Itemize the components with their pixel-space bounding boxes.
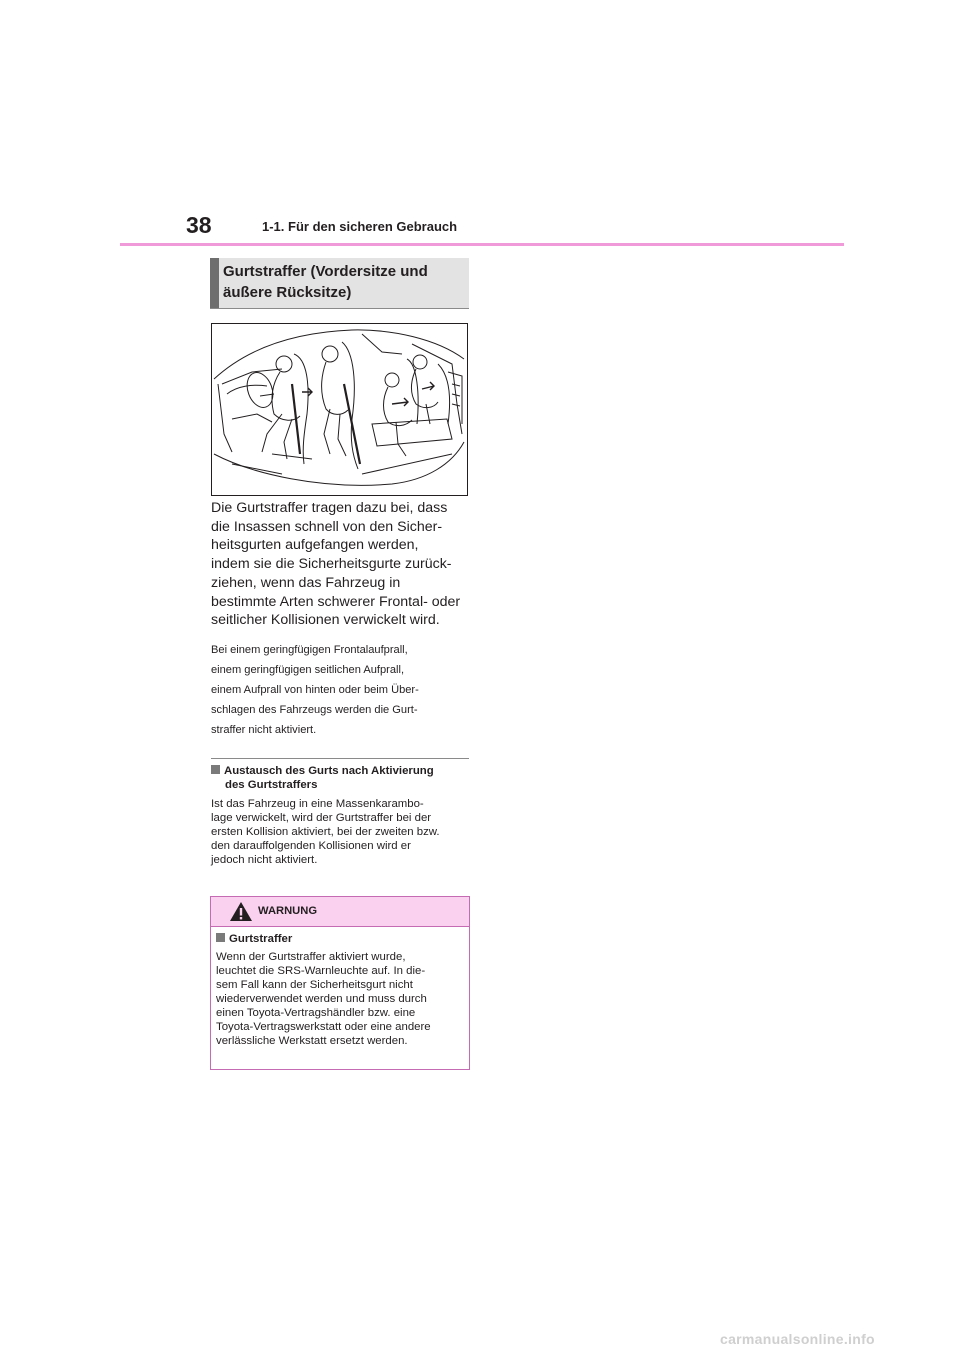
subsection-line: jedoch nicht aktiviert. — [211, 854, 318, 866]
subsection-line: Ist das Fahrzeug in eine Massenkarambo- — [211, 798, 424, 810]
warning-body — [216, 932, 468, 1048]
watermark: carmanualsonline.info — [720, 1331, 875, 1347]
section-heading-box — [210, 258, 469, 309]
lead-paragraph — [211, 499, 473, 630]
lead-line: ziehen, wenn das Fahrzeug in — [211, 574, 401, 591]
section-title-line: Gurtstraffer (Vordersitze und — [223, 263, 428, 280]
chapter-title: 1-1. Für den sicheren Gebrauch — [262, 219, 458, 234]
note-paragraph — [211, 640, 473, 740]
note-line: einem Aufprall von hinten oder beim Über- — [211, 684, 419, 696]
subsection-heading — [211, 764, 473, 792]
note-line: straffer nicht aktiviert. — [211, 724, 317, 736]
subsection-line: ersten Kollision aktiviert, bei der zweiten bzw. — [211, 826, 440, 838]
section-title-line: äußere Rücksitze) — [223, 284, 352, 301]
warning-heading: Gurtstraffer — [229, 933, 293, 945]
lead-line: heitsgurten aufgefangen werden, — [211, 537, 419, 554]
lead-line: seitlicher Kollisionen verwickelt wird. — [211, 612, 440, 629]
section-heading-bar — [210, 258, 219, 308]
car-interior-drawing — [212, 324, 467, 495]
seat-belt-pretensioner-illustration — [211, 323, 468, 496]
subsection-divider — [211, 758, 469, 759]
subsection-line: lage verwickelt, wird der Gurtstraffer bei der — [211, 812, 432, 824]
bullet-square-icon — [216, 933, 225, 942]
note-line: einem geringfügigen seitlichen Aufprall, — [211, 664, 405, 676]
note-line: schlagen des Fahrzeugs werden die Gurt- — [211, 704, 418, 716]
warning-line: wiederverwendet werden und muss durch — [216, 993, 427, 1005]
lead-line: die Insassen schnell von den Sicher- — [211, 518, 443, 535]
warning-line: Toyota-Vertragswerkstatt oder eine andere — [216, 1021, 431, 1033]
note-line: Bei einem geringfügigen Frontalaufprall, — [211, 644, 408, 656]
subsection-line: den darauffolgenden Kollisionen wird er — [211, 840, 411, 852]
warning-line: leuchtet die SRS-Warnleuchte auf. In die- — [216, 965, 426, 977]
subsection-heading-line: Austausch des Gurts nach Aktivierung — [224, 765, 434, 777]
warning-line: einen Toyota-Vertragshändler bzw. eine — [216, 1007, 416, 1019]
lead-line: bestimmte Arten schwerer Frontal- oder — [211, 593, 461, 610]
lead-line: Die Gurtstraffer tragen dazu bei, dass — [211, 500, 448, 516]
subsection-heading-line: des Gurtstraffers — [225, 779, 318, 791]
header-divider — [120, 243, 844, 246]
warning-label: WARNUNG — [258, 905, 318, 917]
bullet-square-icon — [211, 765, 220, 774]
subsection-body — [211, 797, 473, 867]
warning-text — [216, 950, 468, 1048]
warning-line: sem Fall kann der Sicherheitsgurt nicht — [216, 979, 413, 991]
warning-box — [210, 896, 470, 1070]
warning-triangle-icon — [229, 901, 253, 927]
warning-line: verlässliche Werkstatt ersetzt werden. — [216, 1035, 408, 1047]
lead-line: indem sie die Sicherheitsgurte zurück- — [211, 556, 452, 573]
warning-header — [211, 897, 469, 927]
section-title — [223, 261, 463, 303]
warning-line: Wenn der Gurtstraffer aktiviert wurde, — [216, 951, 406, 963]
page-number: 38 — [186, 212, 212, 238]
